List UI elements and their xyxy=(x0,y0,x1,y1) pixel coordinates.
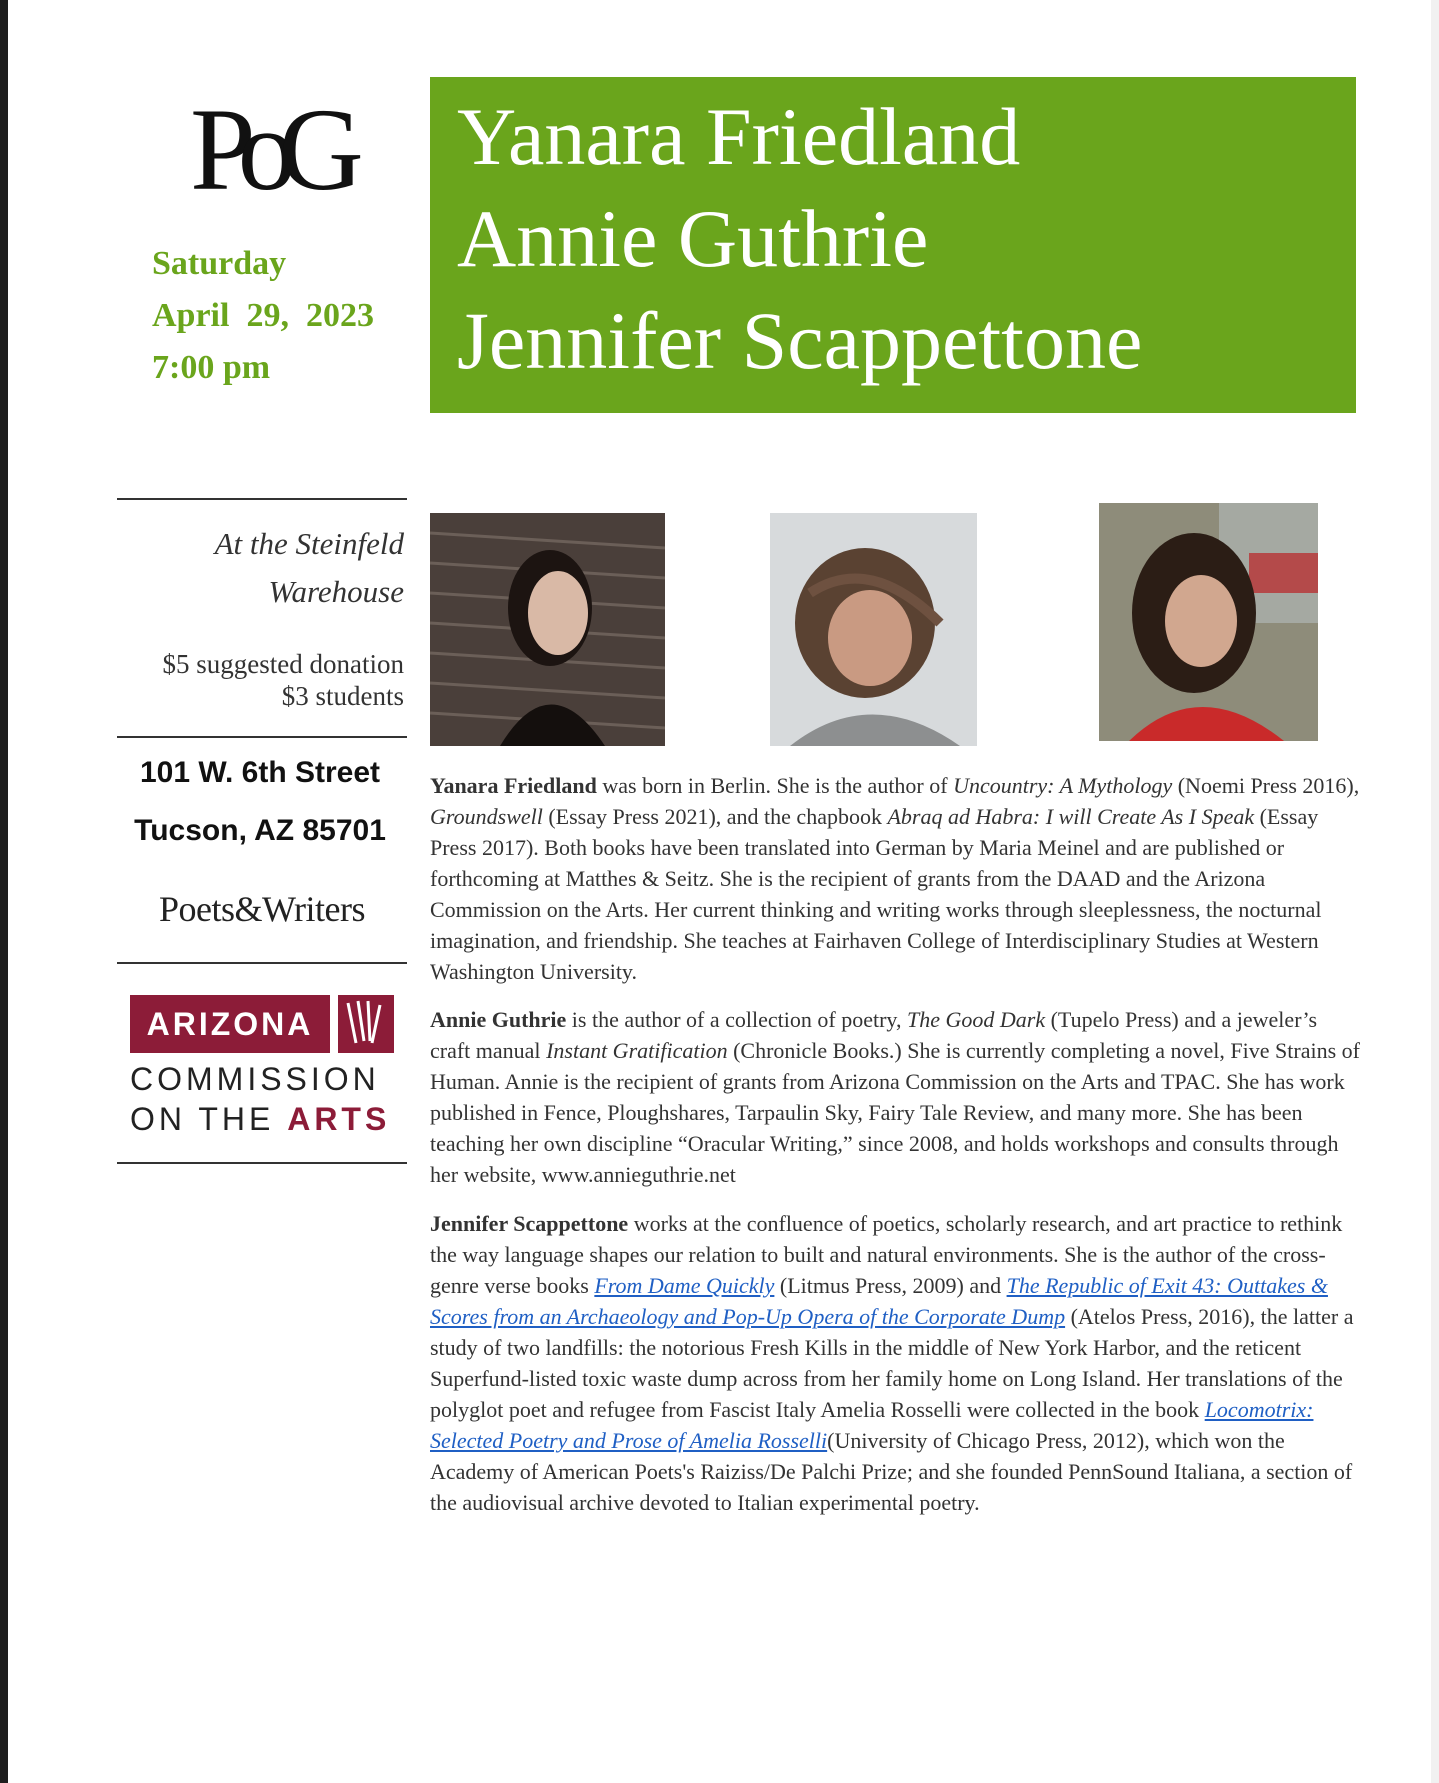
commission-line: COMMISSION xyxy=(130,1061,380,1097)
venue xyxy=(117,520,404,616)
bio-name: Annie Guthrie xyxy=(430,1007,567,1032)
photo-yanara-friedland xyxy=(430,513,665,746)
bio-name: Jennifer Scappettone xyxy=(430,1211,629,1236)
bio-yanara-friedland xyxy=(430,770,1360,987)
venue-line: At the Steinfeld xyxy=(214,526,404,561)
event-time: 7:00 pm xyxy=(152,349,271,386)
arizona-commission-logo xyxy=(130,995,395,1139)
bio-text: (Litmus Press, 2009) and xyxy=(774,1273,1007,1298)
event-date: April 29, 2023 xyxy=(152,297,374,334)
book-title: Abraq ad Habra: I will Create As I Speak xyxy=(887,804,1255,829)
arts-text: ARTS xyxy=(287,1101,391,1137)
book-link-from-dame-quickly[interactable]: From Dame Quickly xyxy=(594,1273,775,1298)
event-day: Saturday xyxy=(152,245,287,282)
bio-text: (Essay Press 2021), and the chapbook xyxy=(542,804,888,829)
event-date-block xyxy=(152,238,412,394)
book-title: The Good Dark xyxy=(907,1007,1046,1032)
bio-text: (Noemi Press 2016), xyxy=(1172,773,1360,798)
arizona-mark-icon xyxy=(338,995,394,1053)
bio-text: works at the confluence of poetics, scholarly research, and art practice to rethink the way language shapes our relation to built and natural environments. She is the author of the cross-genre verse books xyxy=(430,1211,1343,1298)
poet-name: Jennifer Scappettone xyxy=(457,295,1143,386)
bio-text: (Atelos Press, 2016), the latter a study of two landfills: the notorious Fresh Kills in the middle of New York Harbor, and the reticent Superfund-listed toxic waste dump across from her family home on Long Island. Her translations of the polyglot poet and refugee from Fascist Italy Amelia Rosselli were collected in the book xyxy=(430,1304,1354,1422)
poet-name: Annie Guthrie xyxy=(457,193,929,284)
book-link-republic-of-exit-43[interactable]: The Republic of Exit 43: Outtakes & Scores from an Archaeology and Pop-Up Opera of the Corporate Dump xyxy=(430,1273,1328,1329)
photo-jennifer-scappettone xyxy=(1099,503,1318,741)
bio-text: (University of Chicago Press, 2012), which won the Academy of American Poets's Raiziss/De Palchi Prize; and she founded PennSound Italiana, a section of the audiovisual archive devoted to Italian experimental poetry. xyxy=(430,1428,1353,1515)
donation-line: $5 suggested donation xyxy=(162,649,404,679)
headline-banner xyxy=(430,77,1356,413)
bio-jennifer-scappettone xyxy=(430,1208,1360,1518)
address-line: 101 W. 6th Street xyxy=(139,756,381,789)
bio-annie-guthrie xyxy=(430,1004,1360,1190)
right-border xyxy=(1431,0,1439,1783)
poet-name: Yanara Friedland xyxy=(457,91,1021,182)
venue-line: Warehouse xyxy=(268,574,404,609)
on-the-text: ON THE xyxy=(130,1101,275,1137)
donation-line: $3 students xyxy=(281,681,404,711)
book-title: Groundswell xyxy=(430,804,543,829)
address xyxy=(110,744,410,860)
bio-text: (Essay Press 2017). Both books have been translated into German by Maria Meinel and are published or forthcoming at Matthes & Seitz. She is the recipient of grants from the DAAD and the Arizona Commission on the Arts. Her current thinking and writing works through sleeplessness, the nocturnal imagination, and friendship. She teaches at Fairhaven College of Interdisciplinary Studies at Western Washington University. xyxy=(430,804,1322,984)
photo-annie-guthrie xyxy=(770,513,977,746)
book-title: Instant Gratification xyxy=(546,1038,728,1063)
bio-text: (Tupelo Press) and a jeweler’s craft manual xyxy=(430,1007,1318,1063)
on-the-arts-line xyxy=(130,1099,395,1139)
poets-writers-logo: Poets&Writers xyxy=(158,889,366,929)
bio-name: Yanara Friedland xyxy=(430,773,597,798)
divider xyxy=(117,498,407,500)
book-title: Uncountry: A Mythology xyxy=(953,773,1173,798)
pog-logo xyxy=(190,80,400,220)
pog-logo-text: PoG xyxy=(190,84,346,215)
book-link-locomotrix[interactable]: Locomotrix: Selected Poetry and Prose of Amelia Rosselli xyxy=(430,1397,1314,1453)
arizona-wordmark: ARIZONA xyxy=(130,995,330,1053)
divider xyxy=(117,962,407,964)
divider xyxy=(117,1162,407,1164)
donation xyxy=(117,648,404,712)
bio-text: was born in Berlin. She is the author of xyxy=(596,773,954,798)
left-border xyxy=(0,0,8,1783)
bio-text: (Chronicle Books.) She is currently completing a novel, Five Strains of Human. Annie is the recipient of grants from Arizona Commission on the Arts and TPAC. She has work published in Fence, Ploughshares, Tarpaulin Sky, Fairy Tale Review, and many more. She has been teaching her own discipline “Oracular Writing,” since 2008, and holds workshops and consults through her website, www.annieguthrie.net xyxy=(430,1038,1360,1187)
bio-text: is the author of a collection of poetry, xyxy=(566,1007,907,1032)
divider xyxy=(117,736,407,738)
address-line: Tucson, AZ 85701 xyxy=(134,814,386,847)
